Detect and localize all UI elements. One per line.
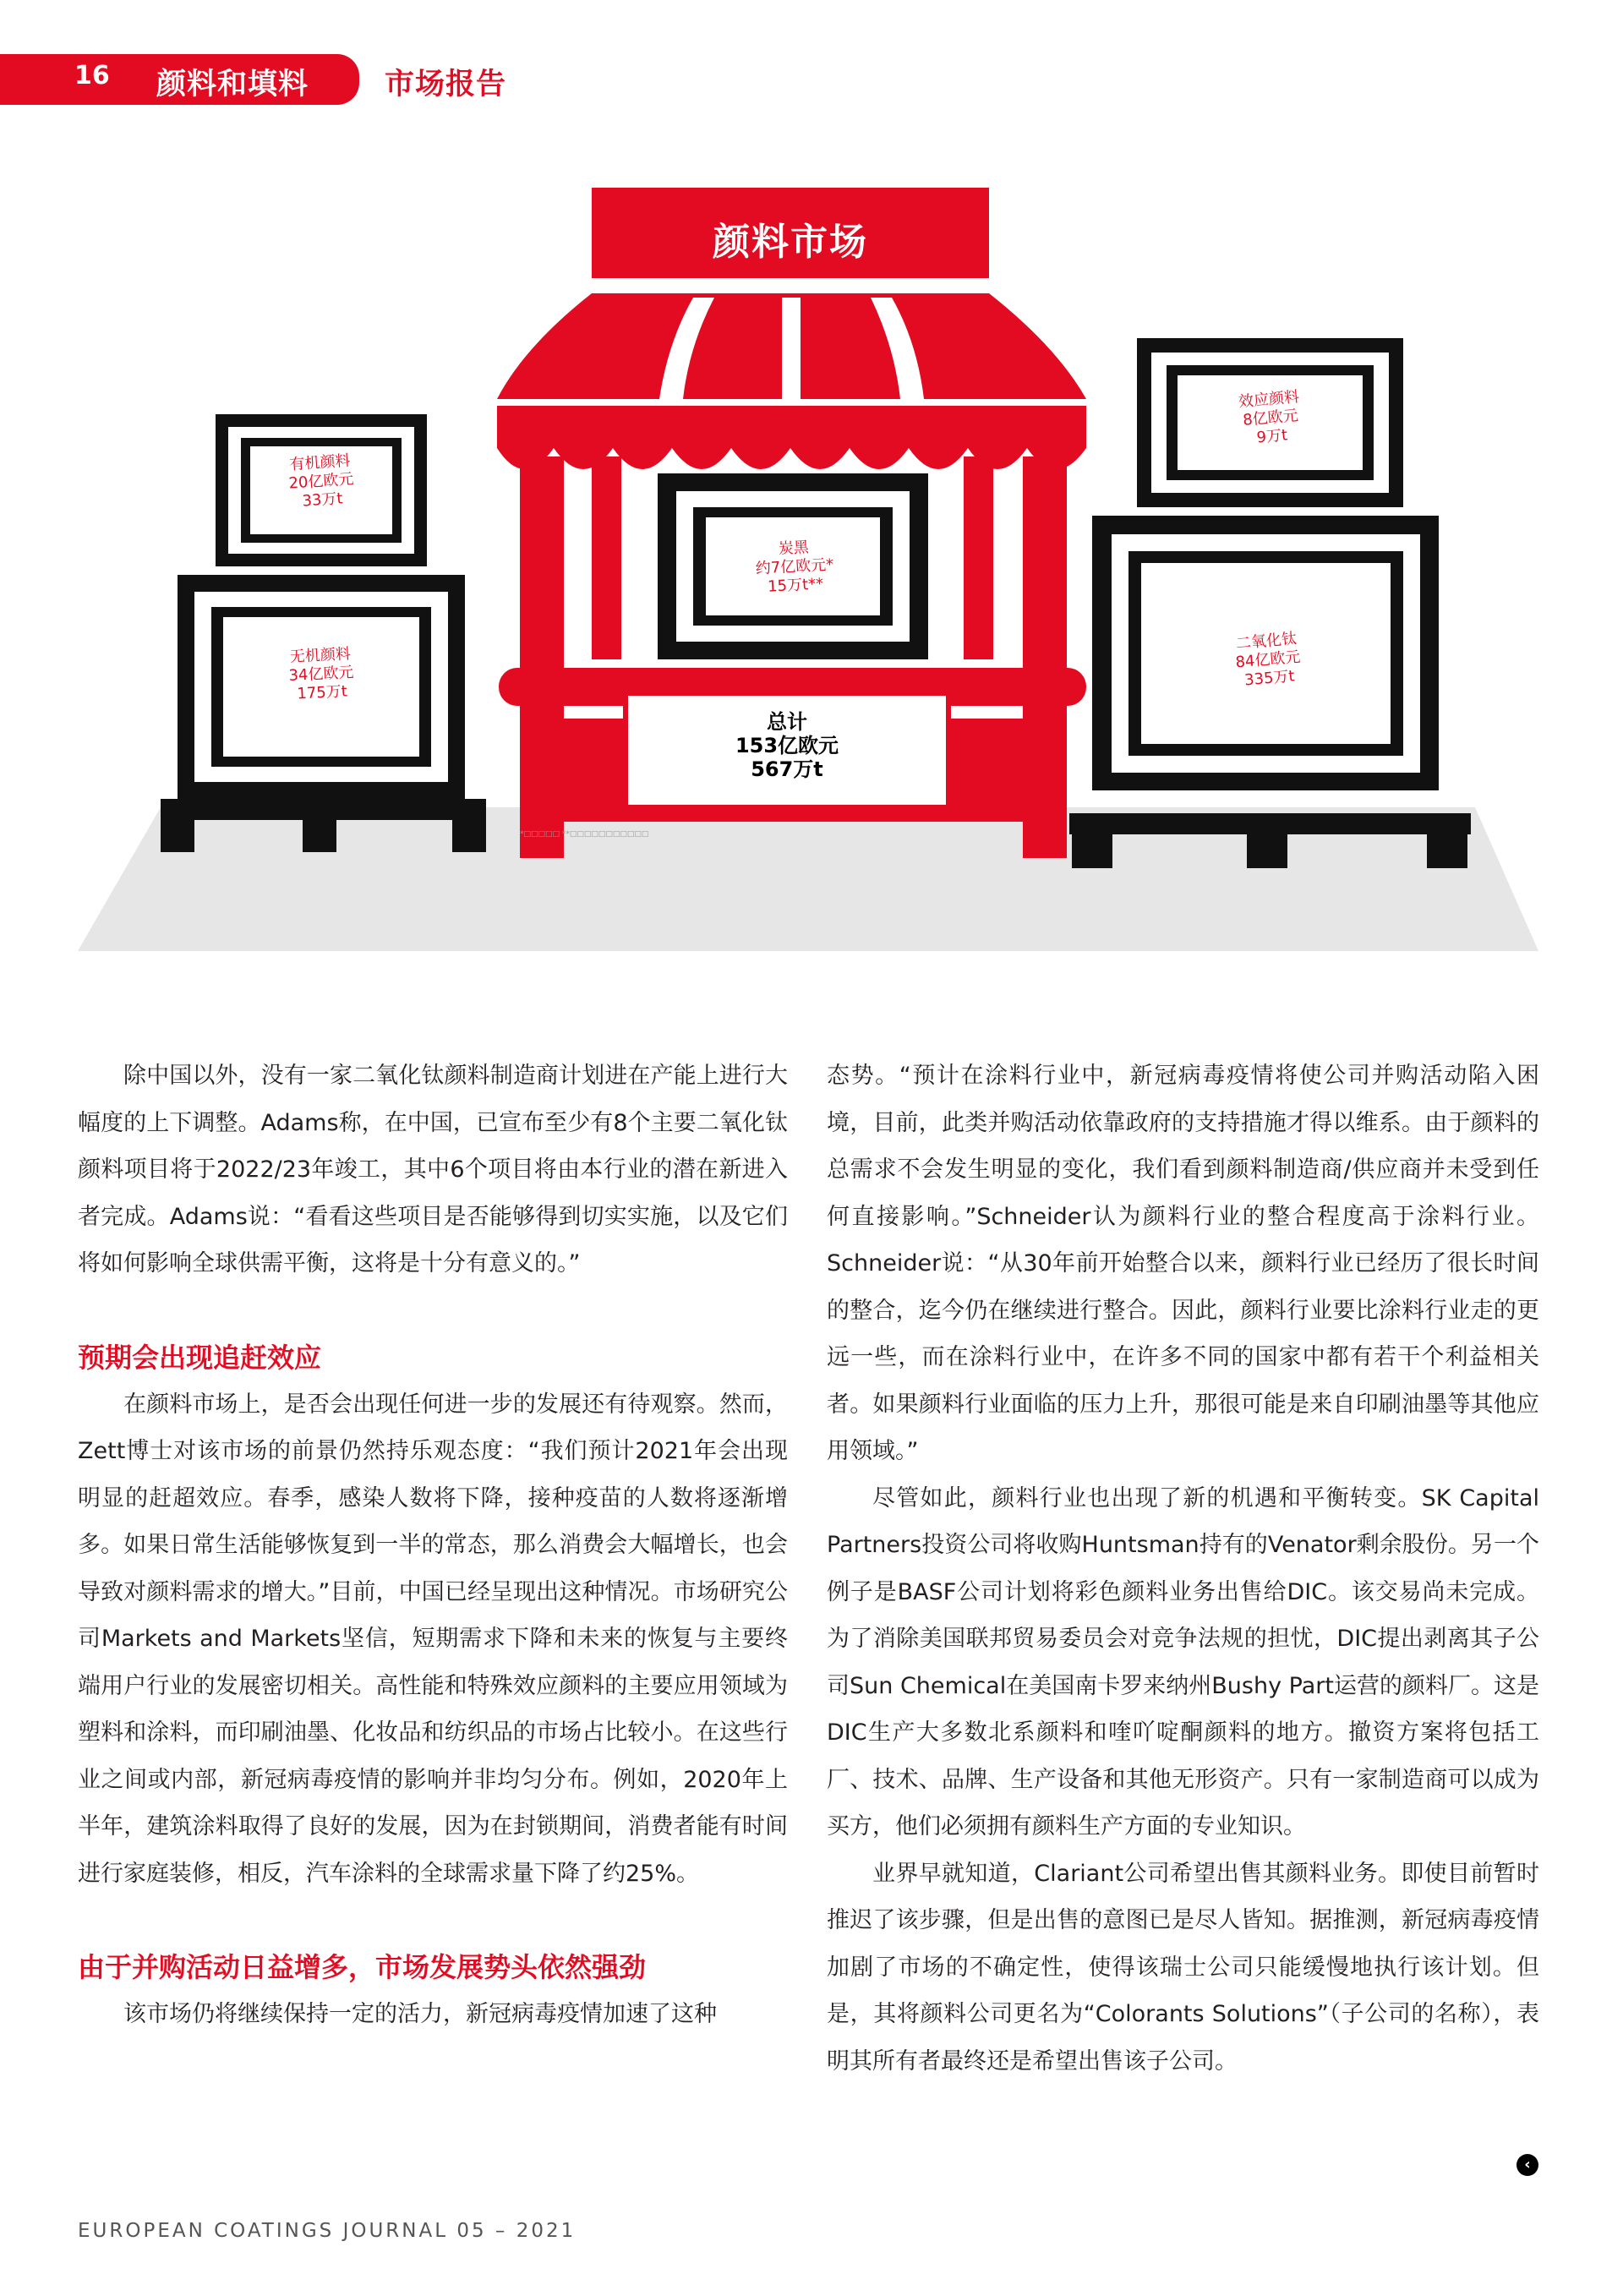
paragraph: 该市场仍将继续保持一定的活力，新冠病毒疫情加速了这种 [123,2001,717,2027]
section-title: 颜料和填料 [156,68,309,101]
tio2-label: 二氧化钛 84亿欧元 335万t [1234,629,1302,690]
paragraph: 业界早就知道，Clariant公司希望出售其颜料业务。即使目前暂时推迟了该步骤，但是出售的意图已是尽人皆知。据推测，新冠病毒疫情加剧了市场的不确定性，使得该瑞士公司只能缓慢地执行该计划。但是，其将颜料公司更名为“Colorants Solutions”（子公司的名称），表明其所有者最终还是希望出售该子公司。 [827,1860,1539,2075]
paragraph: 尽管如此，颜料行业也出现了新的机遇和平衡转变。SK Capital Partners投资公司将收购Huntsman持有的Venator剩余股份。另一个例子是BASF公司计划将彩色颜料业务出售给DIC。该交易尚未完成。为了消除美国联邦贸易委员会对竞争法规的担忧，DIC提出剥离其子公司Sun Chemical在美国南卡罗来纳州Bushy Part运营的颜料厂。这是DIC生产大多数北系颜料和喹吖啶酮颜料的地方。撤资方案将包括工厂、技术、品牌、生产设备和其他无形资产。只有一家制造商可以成为买方，他们必须拥有颜料生产方面的专业知识。 [827,1484,1539,1840]
paragraph: 在颜料市场上，是否会出现任何进一步的发展还有待观察。然而，Zett博士对该市场的前景仍然持乐观态度：“我们预计2021年会出现明显的赶超效应。春季，感染人数将下降，接种疫苗的人数将逐渐增多。如果日常生活能够恢复到一半的常态，那么消费会大幅增长，也会导致对颜料需求的增大。”目前，中国已经呈现出这种情况。市场研究公司Markets and Markets坚信，短期需求下降和未来的恢复与主要终端用户行业的发展密切相关。高性能和特殊效应颜料的主要应用领域为塑料和涂料，而印刷油墨、化妆品和纺织品的市场占比较小。在这些行业之间或内部，新冠病毒疫情的影响并非均匀分布。例如，2020年上半年，建筑涂料取得了良好的发展，因为在封锁期间，消费者能有时间进行家庭装修，相反，汽车涂料的全球需求量下降了约25%。 [78,1391,788,1887]
carbon-black-label: 炭黑 约7亿欧元* 15万t** [755,538,834,596]
organic-pigment-label: 有机颜料 20亿欧元 33万t [287,451,355,511]
paragraph: 态势。“预计在涂料行业中，新冠病毒疫情将使公司并购活动陷入困境，目前，此类并购活动依靠政府的支持措施才得以维系。由于颜料的总需求不会发生明显的变化，我们看到颜料制造商/供应商并未受到任何直接影响。”Schneider认为颜料行业的整合程度高于涂料行业。Schneider说：“从30年前开始整合以来，颜料行业已经历了很长时间的整合，迄今仍在继续进行整合。因此，颜料行业要比涂料行业走的更远一些，而在涂料行业中，在许多不同的国家中都有若干个利益相关者。如果颜料行业面临的压力上升，那很可能是来自印刷油墨等其他应用领域。” [827,1063,1539,1464]
category-label: 市场报告 [385,68,507,101]
pigment-market-infographic [0,169,1623,964]
market-title: 颜料市场 [713,221,868,264]
subheading: 由于并购活动日益增多，市场发展势头依然强劲 [78,1951,647,1983]
total-label: 总计 153亿欧元 567万t [735,710,839,781]
subheading: 预期会出现追赶效应 [78,1341,322,1374]
journal-footer: EUROPEAN COATINGS JOURNAL 05 – 2021 [78,2220,577,2242]
chevron-left-circle-icon[interactable]: ‹ [1516,2154,1538,2176]
article-right-column [827,1052,1539,2085]
effect-pigment-label: 效应颜料 8亿欧元 9万t [1238,387,1300,447]
page-number: 16 [74,61,110,90]
article-left-column [78,1052,788,2038]
paragraph: 除中国以外，没有一家二氧化钛颜料制造商计划进在产能上进行大幅度的上下调整。Adams称，在中国，已宣布至少有8个主要二氧化钛颜料项目将于2022/23年竣工，其中6个项目将由本行业的潜在新进入者完成。Adams说：“看看这些项目是否能够得到切实实施，以及它们将如何影响全球供需平衡，这将是十分有意义的。” [78,1063,788,1276]
inorganic-pigment-label: 无机颜料 34亿欧元 175万t [288,645,354,703]
footnote: *□□□□□ **□□□□□□□□□□□ [520,830,649,839]
